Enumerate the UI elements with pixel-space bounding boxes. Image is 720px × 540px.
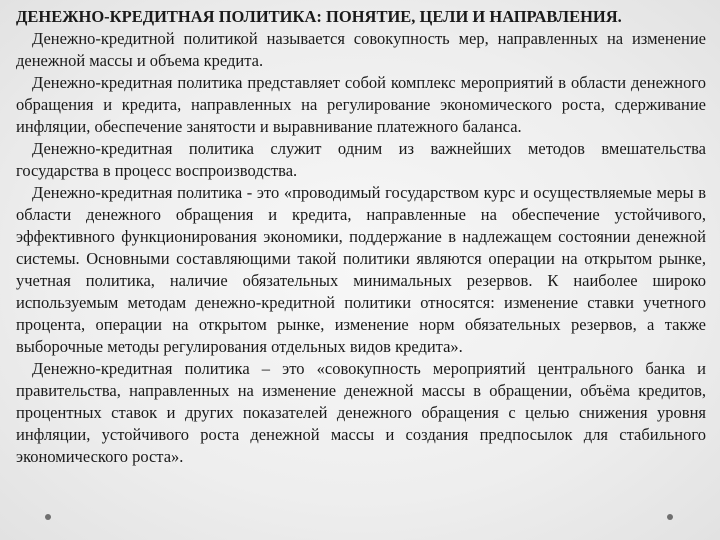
slide-content xyxy=(16,6,706,468)
decorative-dot-left xyxy=(45,514,51,520)
paragraph-state-course: Денежно-кредитная политика - это «проводимый государством курс и осуществляемые меры в области денежного обращения и кредита, направленные на обеспечение устойчивого, эффективного функционирования экономики, поддержание в надлежащем состоянии денежной системы. Основными составляющими такой политики являются операции на открытом рынке, учетная политика, наличие обязательных минимальных резервов. К наиболее широко используемым методам денежно-кредитной политики относятся: изменение ставки учетного процента, операции на открытом рынке, изменение норм обязательных резервов, а также выборочные методы регулирования отдельных видов кредита». xyxy=(16,183,706,356)
slide-title: ДЕНЕЖНО-КРЕДИТНАЯ ПОЛИТИКА: ПОНЯТИЕ, ЦЕЛИ И НАПРАВЛЕНИЯ. xyxy=(16,7,622,26)
paragraph-definition: Денежно-кредитной политикой называется совокупность мер, направленных на изменение денежной массы и объема кредита. xyxy=(16,29,706,70)
paragraph-central-bank: Денежно-кредитная политика – это «совокупность мероприятий центрального банка и правительства, направленных на изменение денежной массы в обращении, объёма кредитов, процентных ставок и других показателей денежного обращения с целью снижения уровня инфляции, устойчивого роста денежной массы и создания предпосылок для стабильного экономического роста». xyxy=(16,359,706,466)
paragraph-intervention: Денежно-кредитная политика служит одним из важнейших методов вмешательства государства в процесс воспроизводства. xyxy=(16,139,706,180)
decorative-dot-right xyxy=(667,514,673,520)
paragraph-measures: Денежно-кредитная политика представляет собой комплекс мероприятий в области денежного обращения и кредита, направленных на регулирование экономического роста, сдерживание инфляции, обеспечение занятости и выравнивание платежного баланса. xyxy=(16,73,706,136)
